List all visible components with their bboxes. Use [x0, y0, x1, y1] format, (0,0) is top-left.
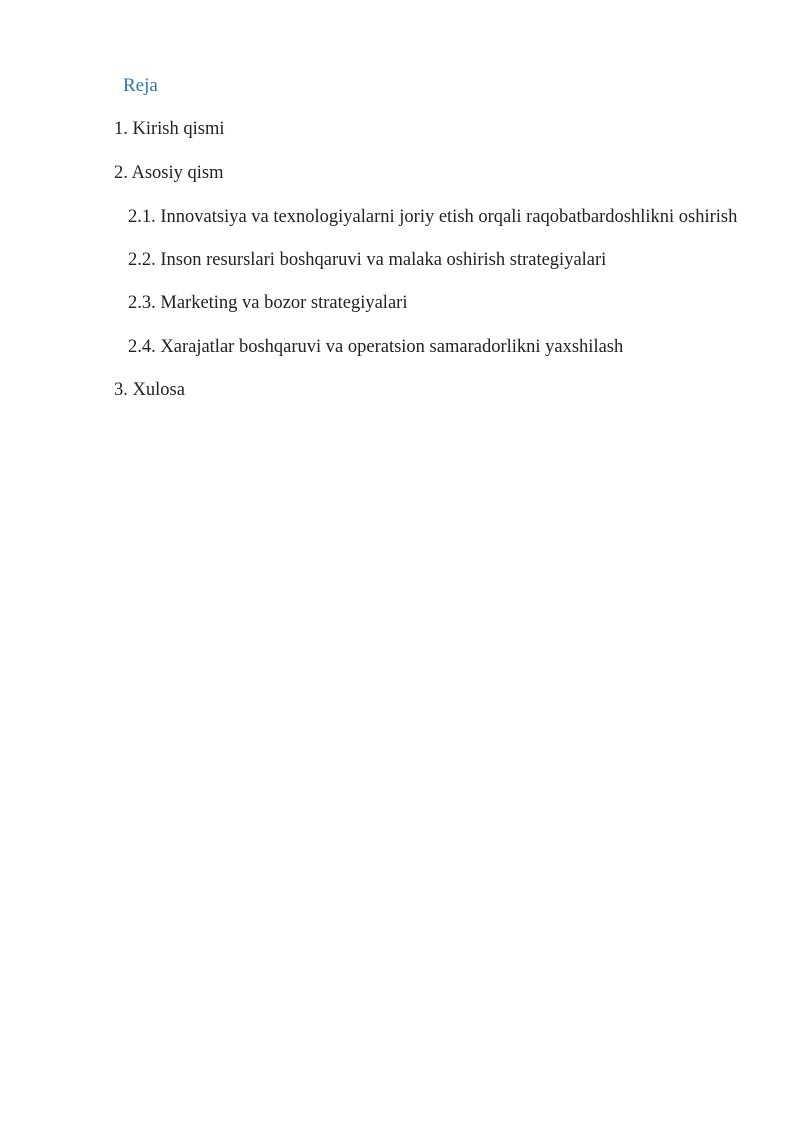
plan-heading: Reja	[123, 75, 158, 96]
toc-item-2-4: 2.4. Xarajatlar boshqaruvi va operatsion samaradorlikni yaxshilash	[128, 337, 624, 357]
toc-item-intro: 1. Kirish qismi	[114, 119, 225, 139]
toc-item-2-2: 2.2. Inson resurslari boshqaruvi va malaka oshirish strategiyalari	[128, 250, 607, 270]
toc-item-main: 2. Asosiy qism	[114, 163, 224, 183]
toc-item-2-1: 2.1. Innovatsiya va texnologiyalarni joriy etish orqali raqobatbardoshlikni oshirish	[128, 207, 738, 227]
toc-item-2-3: 2.3. Marketing va bozor strategiyalari	[128, 293, 408, 313]
toc-item-conclusion: 3. Xulosa	[114, 380, 185, 400]
